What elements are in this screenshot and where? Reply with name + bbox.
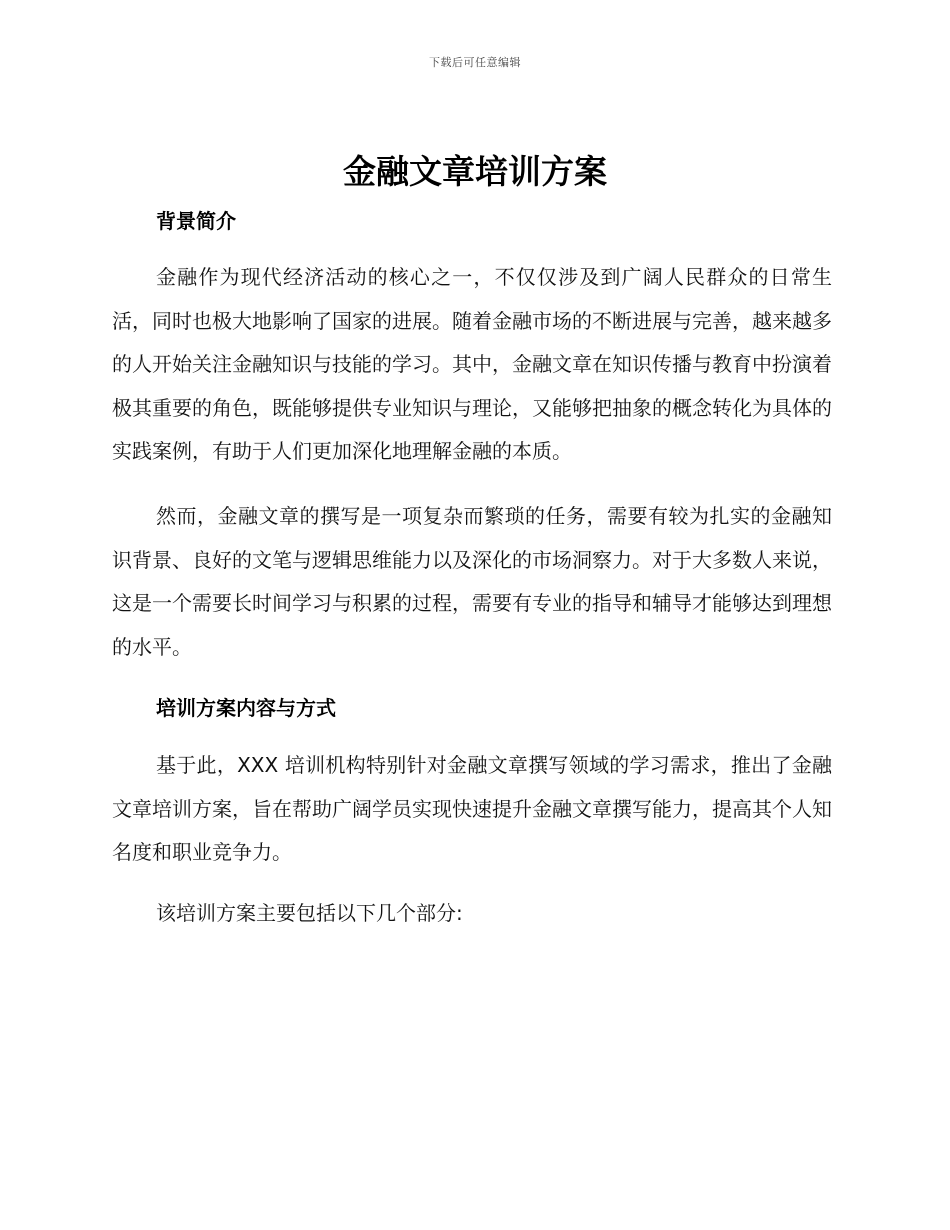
paragraph-background-1: 金融作为现代经济活动的核心之一，不仅仅涉及到广阔人民群众的日常生活，同时也极大地影响了国家的进展。随着金融市场的不断进展与完善，越来越多的人开始关注金融知识与技能的学习。其中，金融文章在知识传播与教育中扮演着极其重要的角色，既能够提供专业知识与理论，又能够把抽象的概念转化为具体的实践案例，有助于人们更加深化地理解金融的本质。 <box>112 265 832 463</box>
section-heading-background: 背景简介 <box>156 209 236 233</box>
paragraph-plan-1: 基于此，XXX 培训机构特别针对金融文章撰写领域的学习需求，推出了金融文章培训方案，旨在帮助广阔学员实现快速提升金融文章撰写能力，提高其个人知名度和职业竞争力。 <box>112 753 832 864</box>
paragraph-plan-2: 该培训方案主要包括以下几个部分: <box>156 901 463 925</box>
document-title: 金融文章培训方案 <box>343 152 607 191</box>
page-header-note: 下载后可任意编辑 <box>429 56 521 69</box>
section-heading-plan-content: 培训方案内容与方式 <box>156 696 336 720</box>
paragraph-background-2: 然而，金融文章的撰写是一项复杂而繁琐的任务，需要有较为扎实的金融知识背景、良好的文笔与逻辑思维能力以及深化的市场洞察力。对于大多数人来说，这是一个需要长时间学习与积累的过程，需要有专业的指导和辅导才能够达到理想的水平。 <box>112 504 832 659</box>
